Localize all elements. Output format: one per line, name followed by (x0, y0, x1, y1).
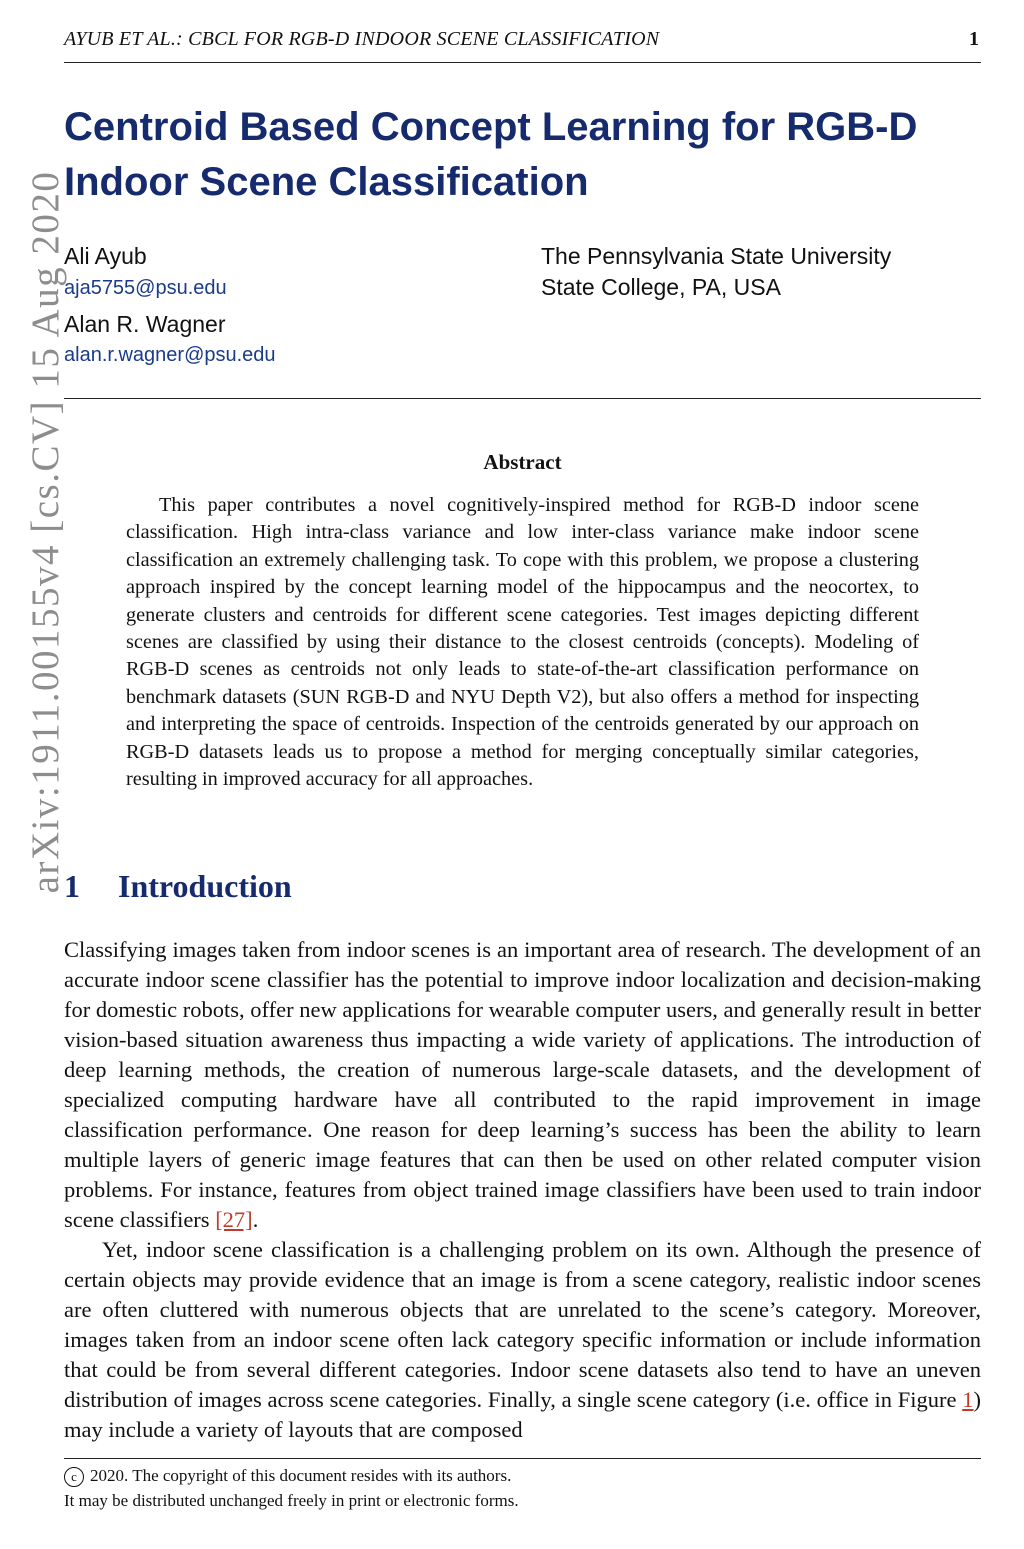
figure-reference-link[interactable]: 1 (962, 1387, 974, 1412)
intro-paragraph-2 (64, 1235, 981, 1445)
citation-link[interactable]: [27] (215, 1207, 253, 1232)
arxiv-stamp: arXiv:1911.00155v4 [cs.CV] 15 Aug 2020 (24, 170, 67, 894)
author-name-2: Alan R. Wagner (64, 311, 226, 337)
footnote-line-1 (64, 1464, 511, 1488)
affiliation-line-2: State College, PA, USA (541, 274, 781, 300)
running-head (64, 26, 981, 63)
intro-paragraph-1-text: Classifying images taken from indoor scenes is an important area of research. The development of an accurate indoor scene classifier has the potential to improve indoor localization and decision-making for domestic robots, offer new applications for wearable computer users, and generally result in better vision-based situation awareness thus impacting a wide variety of applications. The introduction of deep learning methods, the creation of numerous large-scale datasets, and the development of specialized computing hardware have all contributed to the rapid improvement in image classification performance. One reason for deep learning’s success has been the ability to learn multiple layers of generic image features that can then be used on other related computer vision problems. For instance, features from object trained image classifiers have been used to train indoor scene classifiers (64, 937, 981, 1232)
author-name-1: Ali Ayub (64, 243, 147, 269)
abstract-heading: Abstract (483, 450, 562, 474)
intro-paragraph-1-end: . (252, 1207, 259, 1232)
author-email-1[interactable]: aja5755@psu.edu (64, 277, 227, 299)
copyright-icon: c (64, 1467, 84, 1487)
paper-title: Centroid Based Concept Learning for RGB-D Indoor Scene Classification (64, 105, 918, 204)
section-title: Introduction (118, 868, 292, 904)
author-email-2[interactable]: alan.r.wagner@psu.edu (64, 344, 276, 366)
section-number: 1 (64, 868, 80, 904)
footnote-divider (64, 1458, 981, 1459)
intro-paragraph-2-end: ) may include a variety of layouts that are composed (64, 1387, 981, 1442)
page-number: 1 (969, 28, 979, 50)
abstract-body: This paper contributes a novel cognitively-inspired method for RGB-D indoor scene classification. High intra-class variance and low inter-class variance make indoor scene classification an extremely challenging task. To cope with this problem, we propose a clustering approach inspired by the concept learning model of the hippocampus and the neocortex, to generate clusters and centroids for different scene categories. Test images depicting different scenes are classified by using their distance to the closest centroids (concepts). Modeling of RGB-D scenes as centroids not only leads to state-of-the-art classification performance on benchmark datasets (SUN RGB-D and NYU Depth V2), but also offers a method for inspecting and interpreting the space of centroids. Inspection of the centroids generated by our approach on RGB-D datasets leads us to propose a method for merging conceptually similar categories, resulting in improved accuracy for all approaches. (126, 494, 919, 791)
affiliation-line-1: The Pennsylvania State University (541, 243, 892, 269)
header-divider (64, 398, 981, 399)
intro-paragraph-1 (64, 935, 981, 1235)
running-head-title: AYUB ET AL.: CBCL FOR RGB-D INDOOR SCENE CLASSIFICATION (64, 28, 660, 50)
footnote-line-2: It may be distributed unchanged freely in print or electronic forms. (64, 1491, 519, 1510)
footnote-line-1-text: 2020. The copyright of this document resides with its authors. (90, 1466, 512, 1485)
intro-paragraph-2-text: Yet, indoor scene classification is a challenging problem on its own. Although the presence of certain objects may provide evidence that an image is from a scene category, realistic indoor scenes are often cluttered with numerous objects that are unrelated to the scene’s category. Moreover, images taken from an indoor scene often lack category specific information or include information that could be from several different categories. Indoor scene datasets also tend to have an uneven distribution of images across scene categories. Finally, a single scene category (i.e. office in Figure (64, 1237, 981, 1412)
